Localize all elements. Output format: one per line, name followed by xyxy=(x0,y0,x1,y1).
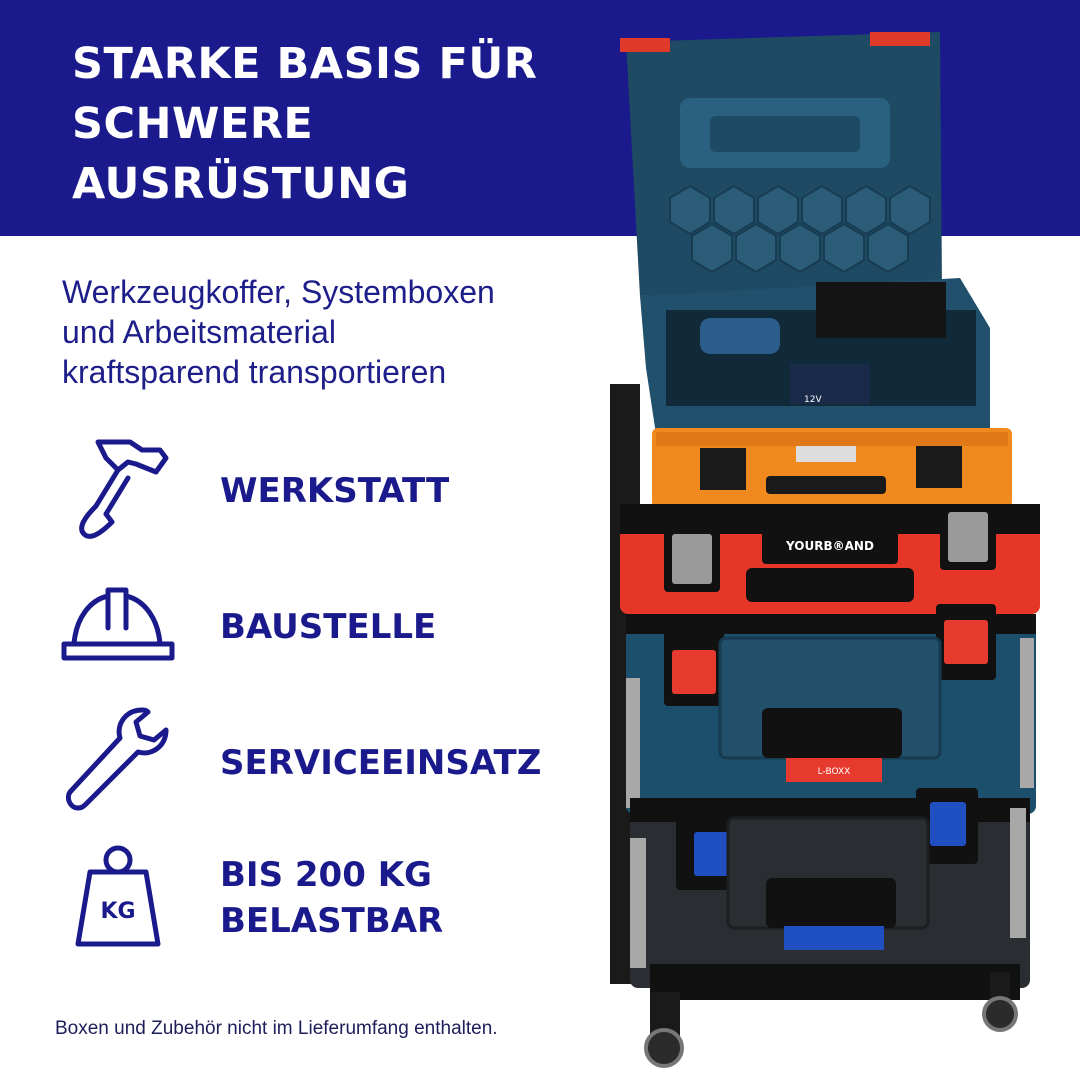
trolley-base xyxy=(646,964,1020,1066)
product-photo xyxy=(590,28,1080,1074)
headline-line-2: SCHWERE xyxy=(72,99,314,149)
footnote: Boxen und Zubehör nicht im Lieferumfang enthalten. xyxy=(55,1018,498,1039)
blue-box xyxy=(626,604,1036,814)
hard-hat-icon xyxy=(60,578,176,686)
weight-kg-text: KG xyxy=(100,899,136,924)
battery-label: 12V xyxy=(804,395,822,405)
lbox-label-blue: L-BOXX xyxy=(817,767,851,777)
headline-line-1: STARKE BASIS FÜR xyxy=(72,39,538,89)
feature-label-load-line-1: BIS 200 KG xyxy=(220,855,432,895)
dark-box xyxy=(630,788,1030,988)
feature-label-construction: BAUSTELLE xyxy=(220,607,437,647)
top-box-body xyxy=(640,278,990,434)
hammer-icon xyxy=(60,432,176,540)
brand-label: YOURB®AND xyxy=(786,539,874,553)
top-box-lid xyxy=(620,32,942,296)
feature-label-workshop: WERKSTATT xyxy=(220,471,450,511)
feature-label-load-line-2: BELASTBAR xyxy=(220,901,444,941)
feature-label-service: SERVICEEINSATZ xyxy=(220,743,542,783)
weight-kg-icon xyxy=(60,840,176,948)
intro-line-2: und Arbeitsmaterial xyxy=(62,314,336,350)
headline-line-3: AUSRÜSTUNG xyxy=(72,159,410,209)
orange-box xyxy=(652,428,1012,508)
intro-line-1: Werkzeugkoffer, Systemboxen xyxy=(62,274,495,310)
intro-line-3: kraftsparend transportieren xyxy=(62,354,447,390)
feature-label-load xyxy=(220,852,443,944)
wrench-icon xyxy=(60,706,176,814)
intro-text xyxy=(62,272,582,392)
headline xyxy=(72,34,632,214)
